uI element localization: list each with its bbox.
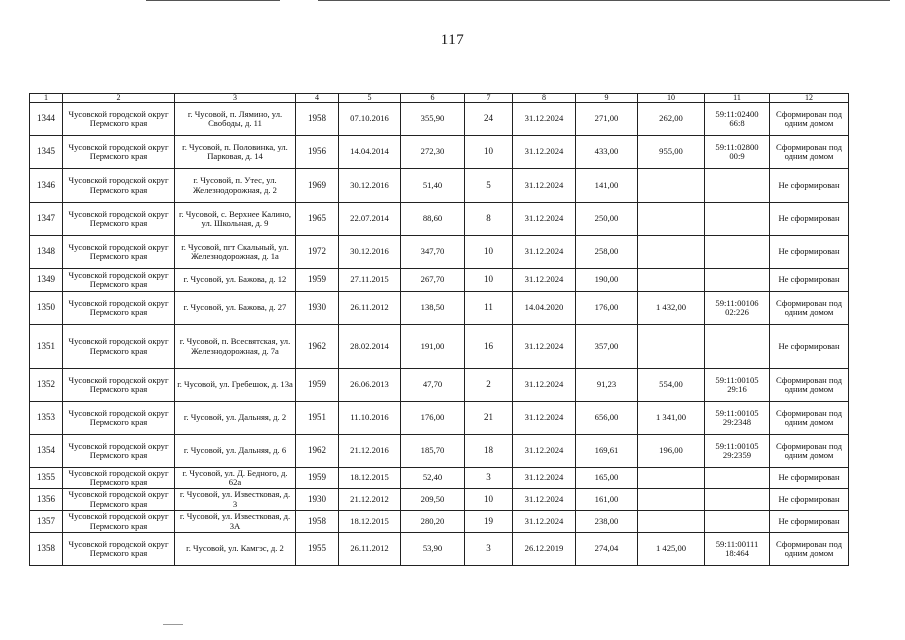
row-number: 1358 — [30, 533, 63, 566]
row-number: 1345 — [30, 136, 63, 169]
land-area-cell — [638, 269, 705, 292]
area-cell: 347,70 — [401, 236, 465, 269]
deadline-cell: 31.12.2024 — [513, 369, 576, 402]
date-cell: 28.02.2014 — [339, 325, 401, 369]
municipality-cell: Чусовской городской округ Пермского края — [63, 325, 175, 369]
cadastral-number-cell: 59:11:00105 29:2348 — [705, 402, 770, 435]
date-cell: 30.12.2016 — [339, 236, 401, 269]
row-number: 1354 — [30, 435, 63, 468]
year-cell: 1930 — [296, 292, 339, 325]
year-cell: 1951 — [296, 402, 339, 435]
date-cell: 26.11.2012 — [339, 292, 401, 325]
address-cell: г. Чусовой, ул. Камгэс, д. 2 — [175, 533, 296, 566]
cadastral-number-cell — [705, 468, 770, 489]
living-area-cell: 169,61 — [576, 435, 638, 468]
land-status-cell: Не сформирован — [770, 169, 849, 203]
area-cell: 209,50 — [401, 489, 465, 511]
deadline-cell: 26.12.2019 — [513, 533, 576, 566]
date-cell: 14.04.2014 — [339, 136, 401, 169]
table-row — [30, 325, 849, 369]
deadline-cell: 31.12.2024 — [513, 325, 576, 369]
residents-cell: 10 — [465, 236, 513, 269]
cadastral-number-cell — [705, 489, 770, 511]
municipality-cell: Чусовской городской округ Пермского края — [63, 169, 175, 203]
area-cell: 272,30 — [401, 136, 465, 169]
column-header: 11 — [705, 94, 770, 103]
column-header: 4 — [296, 94, 339, 103]
cadastral-number-cell: 59:11:00105 29:16 — [705, 369, 770, 402]
date-cell: 22.07.2014 — [339, 203, 401, 236]
land-status-cell: Сформирован под одним домом — [770, 369, 849, 402]
municipality-cell: Чусовской городской округ Пермского края — [63, 489, 175, 511]
year-cell: 1959 — [296, 369, 339, 402]
cadastral-number-cell — [705, 203, 770, 236]
living-area-cell: 165,00 — [576, 468, 638, 489]
deadline-cell: 31.12.2024 — [513, 468, 576, 489]
date-cell: 18.12.2015 — [339, 468, 401, 489]
row-number: 1356 — [30, 489, 63, 511]
table-row — [30, 435, 849, 468]
date-cell: 18.12.2015 — [339, 511, 401, 533]
column-header: 9 — [576, 94, 638, 103]
cadastral-number-cell: 59:11:02800 00:9 — [705, 136, 770, 169]
land-area-cell: 554,00 — [638, 369, 705, 402]
year-cell: 1972 — [296, 236, 339, 269]
row-number: 1351 — [30, 325, 63, 369]
living-area-cell: 141,00 — [576, 169, 638, 203]
address-cell: г. Чусовой, ул. Бажова, д. 27 — [175, 292, 296, 325]
address-cell: г. Чусовой, ул. Известковая, д. 3 — [175, 489, 296, 511]
living-area-cell: 274,04 — [576, 533, 638, 566]
land-area-cell: 955,00 — [638, 136, 705, 169]
date-cell: 11.10.2016 — [339, 402, 401, 435]
deadline-cell: 31.12.2024 — [513, 236, 576, 269]
deadline-cell: 31.12.2024 — [513, 489, 576, 511]
cadastral-number-cell: 59:11:02400 66:8 — [705, 103, 770, 136]
table-row — [30, 136, 849, 169]
living-area-cell: 258,00 — [576, 236, 638, 269]
year-cell: 1959 — [296, 269, 339, 292]
land-status-cell: Сформирован под одним домом — [770, 136, 849, 169]
residents-cell: 24 — [465, 103, 513, 136]
address-cell: г. Чусовой, п. Всесвятская, ул. Железнодорожная, д. 7а — [175, 325, 296, 369]
deadline-cell: 31.12.2024 — [513, 103, 576, 136]
cadastral-number-cell: 59:11:00105 29:2359 — [705, 435, 770, 468]
residents-cell: 3 — [465, 533, 513, 566]
table-row — [30, 489, 849, 511]
land-status-cell: Сформирован под одним домом — [770, 292, 849, 325]
living-area-cell: 357,00 — [576, 325, 638, 369]
row-number: 1347 — [30, 203, 63, 236]
residents-cell: 5 — [465, 169, 513, 203]
land-status-cell: Не сформирован — [770, 203, 849, 236]
land-status-cell: Сформирован под одним домом — [770, 402, 849, 435]
area-cell: 47,70 — [401, 369, 465, 402]
area-cell: 52,40 — [401, 468, 465, 489]
living-area-cell: 238,00 — [576, 511, 638, 533]
land-status-cell: Не сформирован — [770, 236, 849, 269]
living-area-cell: 161,00 — [576, 489, 638, 511]
date-cell: 21.12.2012 — [339, 489, 401, 511]
table-row — [30, 468, 849, 489]
residents-cell: 2 — [465, 369, 513, 402]
table-header — [30, 94, 849, 103]
address-cell: г. Чусовой, ул. Гребешок, д. 13а — [175, 369, 296, 402]
land-status-cell: Сформирован под одним домом — [770, 533, 849, 566]
living-area-cell: 656,00 — [576, 402, 638, 435]
land-status-cell: Не сформирован — [770, 489, 849, 511]
area-cell: 88,60 — [401, 203, 465, 236]
residents-cell: 3 — [465, 468, 513, 489]
page-number: 117 — [440, 32, 465, 48]
cadastral-number-cell — [705, 236, 770, 269]
bottom-mark — [163, 624, 183, 625]
municipality-cell: Чусовской городской округ Пермского края — [63, 269, 175, 292]
deadline-cell: 31.12.2024 — [513, 435, 576, 468]
land-status-cell: Не сформирован — [770, 269, 849, 292]
year-cell: 1956 — [296, 136, 339, 169]
deadline-cell: 31.12.2024 — [513, 269, 576, 292]
cadastral-number-cell — [705, 511, 770, 533]
living-area-cell: 250,00 — [576, 203, 638, 236]
living-area-cell: 190,00 — [576, 269, 638, 292]
date-cell: 27.11.2015 — [339, 269, 401, 292]
cadastral-number-cell — [705, 269, 770, 292]
cadastral-number-cell: 59:11:00111 18:464 — [705, 533, 770, 566]
date-cell: 30.12.2016 — [339, 169, 401, 203]
land-area-cell — [638, 203, 705, 236]
municipality-cell: Чусовской городской округ Пермского края — [63, 511, 175, 533]
area-cell: 191,00 — [401, 325, 465, 369]
deadline-cell: 31.12.2024 — [513, 402, 576, 435]
municipality-cell: Чусовской городской округ Пермского края — [63, 136, 175, 169]
address-cell: г. Чусовой, ул. Дальняя, д. 6 — [175, 435, 296, 468]
residents-cell: 16 — [465, 325, 513, 369]
land-area-cell: 1 425,00 — [638, 533, 705, 566]
residents-cell: 19 — [465, 511, 513, 533]
area-cell: 267,70 — [401, 269, 465, 292]
row-number: 1348 — [30, 236, 63, 269]
municipality-cell: Чусовской городской округ Пермского края — [63, 533, 175, 566]
year-cell: 1930 — [296, 489, 339, 511]
row-number: 1346 — [30, 169, 63, 203]
table-row — [30, 203, 849, 236]
date-cell: 26.11.2012 — [339, 533, 401, 566]
deadline-cell: 31.12.2024 — [513, 169, 576, 203]
column-header: 12 — [770, 94, 849, 103]
land-status-cell: Сформирован под одним домом — [770, 435, 849, 468]
address-cell: г. Чусовой, ул. Известковая, д. 3А — [175, 511, 296, 533]
address-cell: г. Чусовой, п. Лямино, ул. Свободы, д. 11 — [175, 103, 296, 136]
municipality-cell: Чусовской городской округ Пермского края — [63, 103, 175, 136]
municipality-cell: Чусовской городской округ Пермского края — [63, 236, 175, 269]
top-rule-left — [146, 0, 280, 1]
municipality-cell: Чусовской городской округ Пермского края — [63, 292, 175, 325]
living-area-cell: 433,00 — [576, 136, 638, 169]
land-area-cell — [638, 325, 705, 369]
land-area-cell — [638, 468, 705, 489]
year-cell: 1958 — [296, 103, 339, 136]
row-number: 1350 — [30, 292, 63, 325]
column-header: 5 — [339, 94, 401, 103]
area-cell: 185,70 — [401, 435, 465, 468]
living-area-cell: 91,23 — [576, 369, 638, 402]
cadastral-number-cell — [705, 325, 770, 369]
residents-cell: 10 — [465, 136, 513, 169]
municipality-cell: Чусовской городской округ Пермского края — [63, 435, 175, 468]
year-cell: 1969 — [296, 169, 339, 203]
row-number: 1353 — [30, 402, 63, 435]
row-number: 1344 — [30, 103, 63, 136]
area-cell: 53,90 — [401, 533, 465, 566]
residents-cell: 11 — [465, 292, 513, 325]
land-status-cell: Не сформирован — [770, 325, 849, 369]
land-status-cell: Не сформирован — [770, 511, 849, 533]
table-row — [30, 533, 849, 566]
column-header: 10 — [638, 94, 705, 103]
land-area-cell — [638, 169, 705, 203]
area-cell: 355,90 — [401, 103, 465, 136]
area-cell: 138,50 — [401, 292, 465, 325]
land-area-cell — [638, 489, 705, 511]
row-number: 1355 — [30, 468, 63, 489]
residents-cell: 21 — [465, 402, 513, 435]
land-area-cell: 262,00 — [638, 103, 705, 136]
row-number: 1357 — [30, 511, 63, 533]
address-cell: г. Чусовой, ул. Бажова, д. 12 — [175, 269, 296, 292]
deadline-cell: 31.12.2024 — [513, 136, 576, 169]
deadline-cell: 31.12.2024 — [513, 203, 576, 236]
column-header: 6 — [401, 94, 465, 103]
column-header: 7 — [465, 94, 513, 103]
land-area-cell — [638, 236, 705, 269]
year-cell: 1962 — [296, 435, 339, 468]
date-cell: 21.12.2016 — [339, 435, 401, 468]
address-cell: г. Чусовой, ул. Дальняя, д. 2 — [175, 402, 296, 435]
residents-cell: 10 — [465, 489, 513, 511]
area-cell: 280,20 — [401, 511, 465, 533]
residents-cell: 18 — [465, 435, 513, 468]
row-number: 1352 — [30, 369, 63, 402]
table-row — [30, 169, 849, 203]
column-header: 8 — [513, 94, 576, 103]
address-cell: г. Чусовой, ул. Д. Бедного, д. 62а — [175, 468, 296, 489]
cadastral-number-cell — [705, 169, 770, 203]
living-area-cell: 176,00 — [576, 292, 638, 325]
top-rule-right — [318, 0, 890, 1]
municipality-cell: Чусовской городской округ Пермского края — [63, 369, 175, 402]
land-status-cell: Не сформирован — [770, 468, 849, 489]
row-number: 1349 — [30, 269, 63, 292]
table-row — [30, 402, 849, 435]
residents-cell: 8 — [465, 203, 513, 236]
table-body — [30, 103, 849, 566]
table-row — [30, 269, 849, 292]
year-cell: 1962 — [296, 325, 339, 369]
year-cell: 1955 — [296, 533, 339, 566]
land-area-cell: 1 341,00 — [638, 402, 705, 435]
land-area-cell — [638, 511, 705, 533]
deadline-cell: 14.04.2020 — [513, 292, 576, 325]
land-area-cell: 1 432,00 — [638, 292, 705, 325]
column-header: 3 — [175, 94, 296, 103]
date-cell: 07.10.2016 — [339, 103, 401, 136]
land-status-cell: Сформирован под одним домом — [770, 103, 849, 136]
cadastral-number-cell: 59:11:00106 02:226 — [705, 292, 770, 325]
column-header: 1 — [30, 94, 63, 103]
table-row — [30, 103, 849, 136]
housing-register-table — [29, 93, 849, 566]
table-row — [30, 369, 849, 402]
address-cell: г. Чусовой, с. Верхнее Калино, ул. Школьная, д. 9 — [175, 203, 296, 236]
address-cell: г. Чусовой, п. Утес, ул. Железнодорожная, д. 2 — [175, 169, 296, 203]
municipality-cell: Чусовской городской округ Пермского края — [63, 468, 175, 489]
year-cell: 1959 — [296, 468, 339, 489]
year-cell: 1958 — [296, 511, 339, 533]
deadline-cell: 31.12.2024 — [513, 511, 576, 533]
table-row — [30, 236, 849, 269]
address-cell: г. Чусовой, п. Половинка, ул. Парковая, д. 14 — [175, 136, 296, 169]
year-cell: 1965 — [296, 203, 339, 236]
table-row — [30, 511, 849, 533]
address-cell: г. Чусовой, пгт Скальный, ул. Железнодорожная, д. 1а — [175, 236, 296, 269]
area-cell: 176,00 — [401, 402, 465, 435]
living-area-cell: 271,00 — [576, 103, 638, 136]
table-row — [30, 292, 849, 325]
column-header: 2 — [63, 94, 175, 103]
residents-cell: 10 — [465, 269, 513, 292]
area-cell: 51,40 — [401, 169, 465, 203]
land-area-cell: 196,00 — [638, 435, 705, 468]
municipality-cell: Чусовской городской округ Пермского края — [63, 402, 175, 435]
date-cell: 26.06.2013 — [339, 369, 401, 402]
municipality-cell: Чусовской городской округ Пермского края — [63, 203, 175, 236]
